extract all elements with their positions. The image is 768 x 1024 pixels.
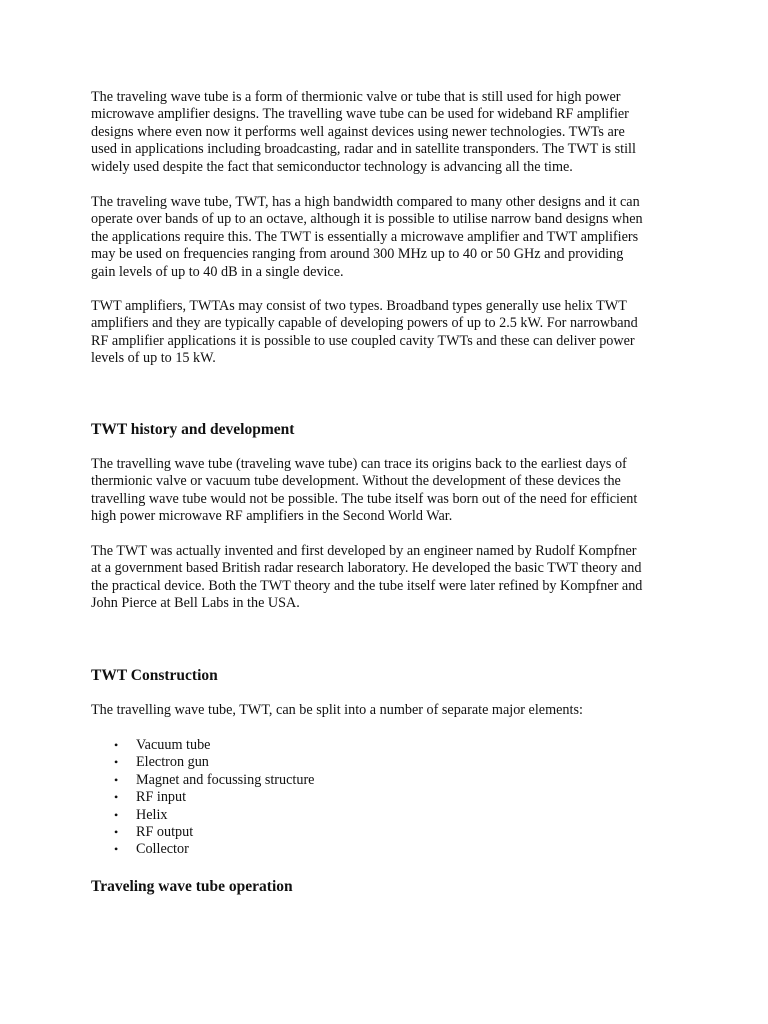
history-paragraph-1: The travelling wave tube (traveling wave tube) can trace its origins back to the earliest days of thermionic valve or vacuum tube development. Without the development of these devices the travelling wave tube would not be possible. The tube itself was born out of the need for efficient high power microwave RF amplifiers in the Second World War.	[91, 456, 638, 525]
bullet-icon: •	[114, 772, 119, 787]
bullet-icon: •	[114, 842, 119, 857]
construction-heading: TWT Construction	[91, 667, 218, 684]
list-item: • Electron gun	[114, 754, 209, 771]
history-paragraph-2: The TWT was actually invented and first developed by an engineer named by Rudolf Kompfner at a government based British radar research laboratory. He developed the basic TWT theory and the practical device. Both the TWT theory and the tube itself were later refined by Kompfner and John Pierce at Bell Labs in the USA.	[91, 543, 643, 612]
bullet-icon: •	[114, 738, 119, 752]
list-item: • RF output	[114, 823, 194, 840]
list-item: • Vacuum tube	[114, 737, 211, 753]
list-item: • RF input	[114, 789, 187, 806]
history-heading: TWT history and development	[91, 421, 295, 438]
bullet-icon: •	[114, 755, 119, 770]
list-item: • Magnet and focussing structure	[114, 771, 315, 788]
bullet-icon: •	[114, 790, 119, 805]
construction-intro: The travelling wave tube, TWT, can be split into a number of separate major elements:	[91, 702, 583, 718]
bullet-icon: •	[114, 807, 119, 822]
list-item: • Collector	[114, 841, 189, 858]
operation-heading: Traveling wave tube operation	[91, 878, 293, 895]
intro-paragraph-1: The traveling wave tube is a form of thermionic valve or tube that is still used for high power microwave amplifier designs. The travelling wave tube can be used for wideband RF amplifier designs where even now it performs well against devices using newer technologies. TWTs are used in applications including broadcasting, radar and in satellite transponders. The TWT is still widely used despite the fact that semiconductor technology is advancing all the time.	[91, 89, 636, 175]
construction-element-list	[91, 737, 314, 859]
bullet-icon: •	[114, 824, 119, 839]
list-item: • Helix	[114, 806, 168, 823]
intro-paragraph-2: The traveling wave tube, TWT, has a high bandwidth compared to many other designs and it can operate over bands of up to an octave, although it is possible to utilise narrow band designs when the applications require this. The TWT is essentially a microwave amplifier and TWT amplifiers may be used on frequencies ranging from around 300 MHz up to 40 or 50 GHz and providing gain levels of up to 40 dB in a single device.	[91, 194, 643, 280]
intro-paragraph-3: TWT amplifiers, TWTAs may consist of two types. Broadband types generally use helix TWT amplifiers and they are typically capable of developing powers of up to 2.5 kW. For narrowband RF amplifier applications it is possible to use coupled cavity TWTs and these can deliver power levels of up to 15 kW.	[91, 298, 638, 367]
